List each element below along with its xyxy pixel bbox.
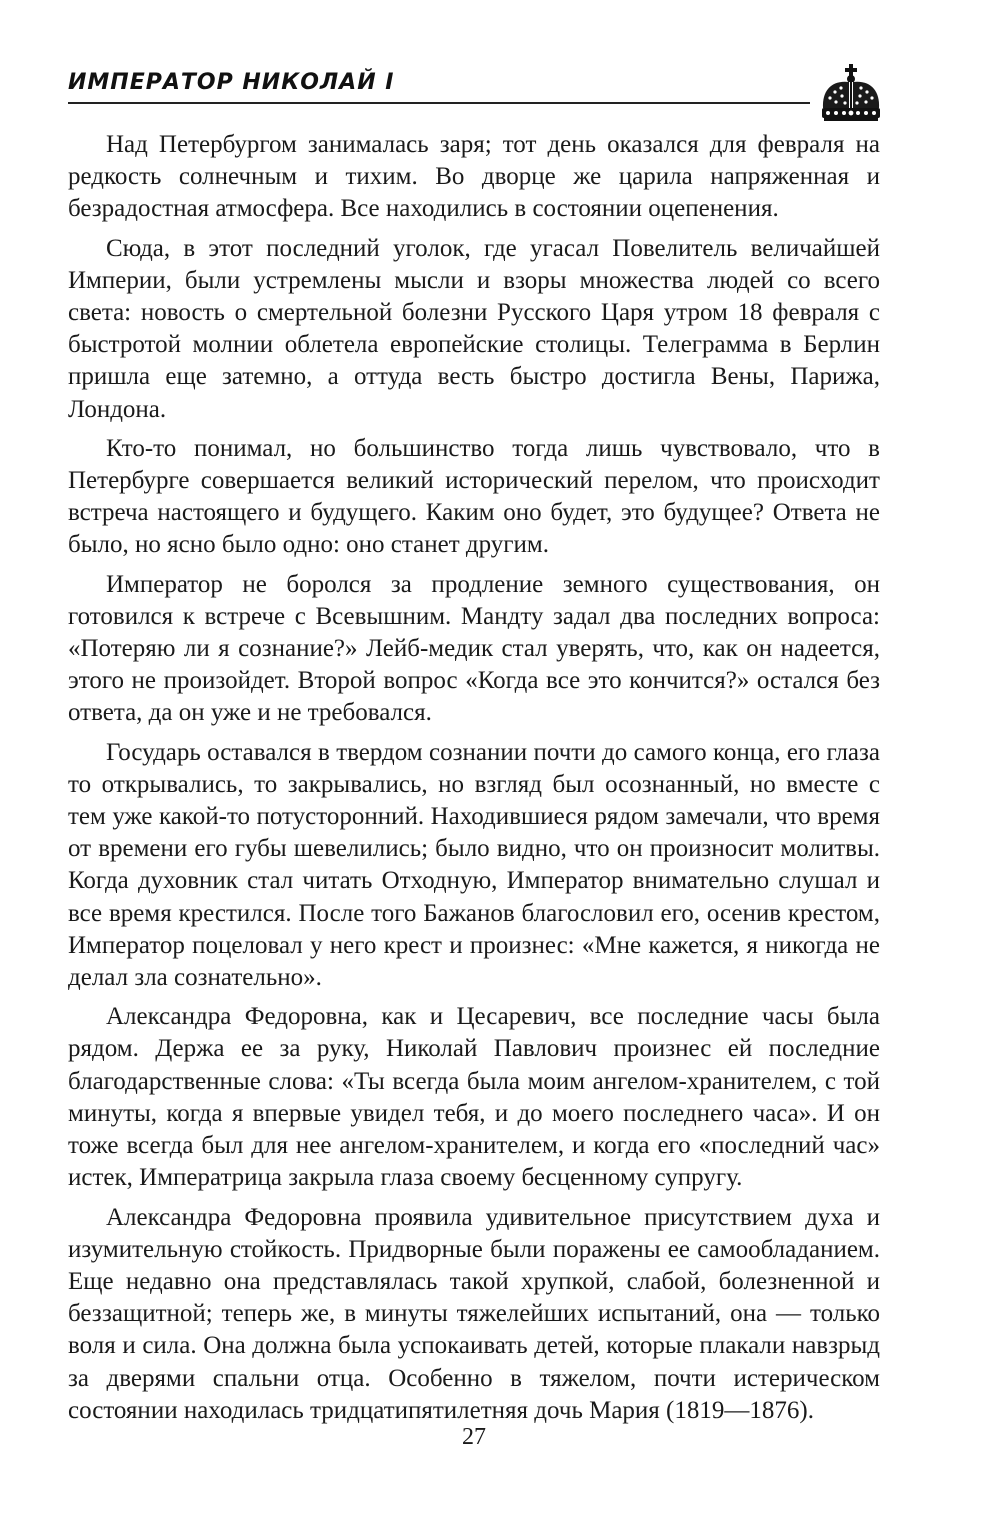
paragraph: Кто-то понимал, но большинство тогда лишь чувствовало, что в Петербурге совершается великий исторический перелом, что происходит встреча настоящего и будущего. Каким оно будет, это будущее? Ответа не было, но ясно было одно: оно станет другим. [68, 434, 880, 559]
running-title: ИМПЕРАТОР НИКОЛАЙ I [68, 70, 395, 95]
imperial-crown-icon [818, 64, 884, 122]
header-rule [68, 102, 810, 104]
running-header [68, 64, 888, 124]
paragraph: Император не боролся за продление земного существования, он готовился к встрече с Всевышним. Мандту задал два последних вопроса: «Потеряю ли я сознание?» Лейб-медик стал уверять, что, как он надеется, этого не произойдет. Второй вопрос «Когда все это кончится?» остался без ответа, да он уже и не требовался. [68, 570, 880, 727]
page-number: 27 [462, 1424, 486, 1450]
paragraph: Александра Федоровна проявила удивительное присутствием духа и изумительную стойкость. Придворные были поражены ее самообладанием. Еще недавно она представлялась такой хрупкой, слабой, болезненной и беззащитной; теперь же, в минуты тяжелейших испытаний, она — только воля и сила. Она должна была успокаивать детей, которые плакали навзрыд за дверями спальни отца. Особенно в тяжелом, почти истерическом состоянии находилась тридцатипятилетняя дочь Мария (1819—1876). [68, 1203, 880, 1424]
paragraph: Над Петербургом занималась заря; тот день оказался для февраля на редкость солнечным и тихим. Во дворце же царила напряженная и безрадостная атмосфера. Все находились в состоянии оцепенения. [68, 131, 880, 223]
body-text [68, 129, 880, 1434]
paragraph: Государь оставался в твердом сознании почти до самого конца, его глаза то открывались, то закрывались, но взгляд был осознанный, но вместе с тем уже какой-то потусторонний. Находившиеся рядом замечали, что время от времени его губы шевелились; было видно, что он произносит молитвы. Когда духовник стал читать Отходную, Император внимательно слушал и все время крестился. После того Бажанов благословил его, осенив крестом, Император поцеловал у него крест и произнес: «Мне кажется, я никогда не делал зла сознательно». [68, 738, 880, 992]
paragraph: Сюда, в этот последний уголок, где угасал Повелитель величайшей Империи, были устремлены мысли и взоры множества людей со всего света: новость о смертельной болезни Русского Царя утром 18 февраля с быстротой молнии облетела европейские столицы. Телеграмма в Берлин пришла еще затемно, а оттуда весть быстро достигла Вены, Парижа, Лондона. [68, 234, 880, 423]
paragraph: Александра Федоровна, как и Цесаревич, все последние часы была рядом. Держа ее за руку, Николай Павлович произнес ей последние благодарственные слова: «Ты всегда была моим ангелом-хранителем, с той минуты, когда я впервые увидел тебя, и до моего последнего часа». И он тоже всегда был для нее ангелом-хранителем, и когда его «последний час» истек, Императрица закрыла глаза своему бесценному супругу. [68, 1003, 880, 1192]
